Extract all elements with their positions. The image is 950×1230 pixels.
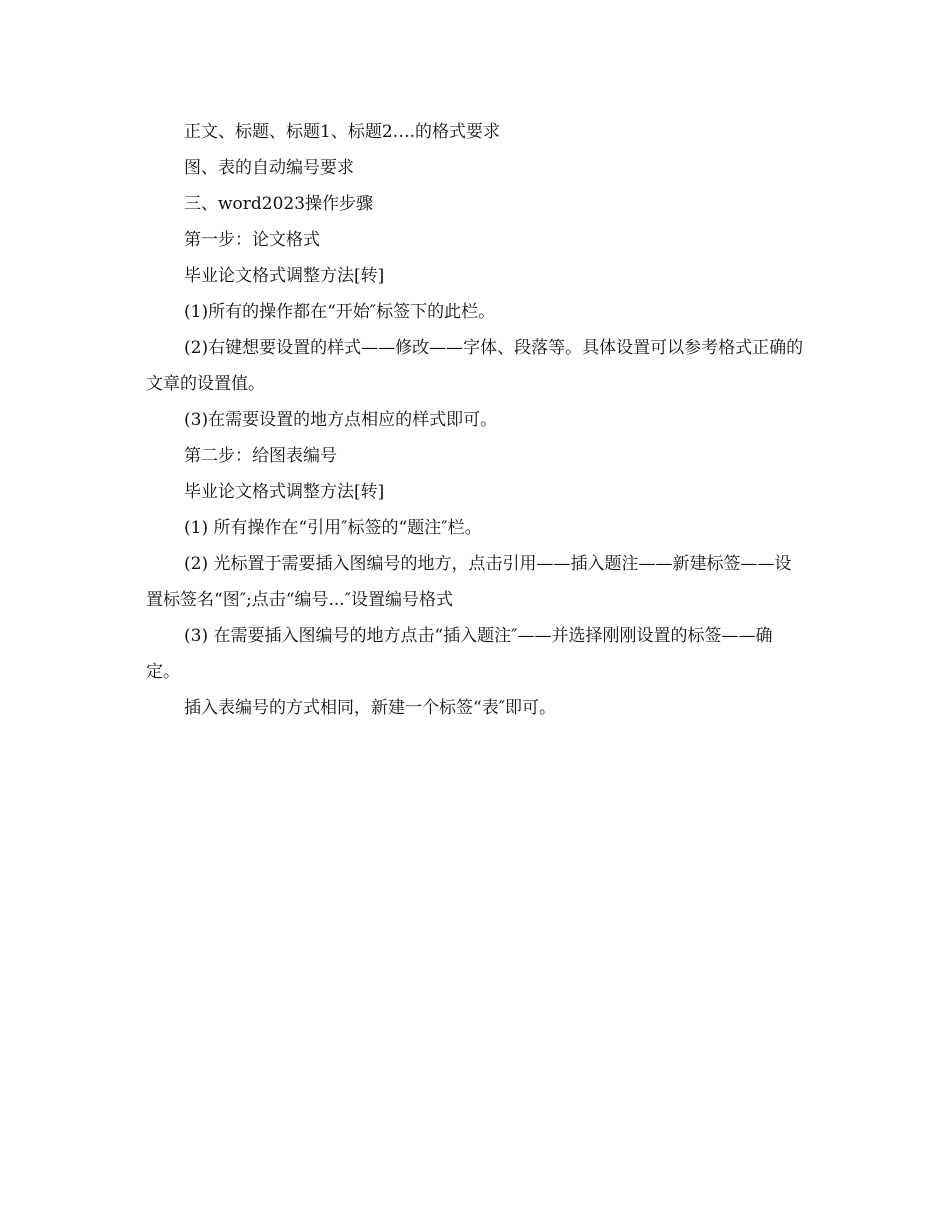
method-title-2: 毕业论文格式调整方法[转] <box>184 482 385 502</box>
step-two-heading: 第二步：给图表编号 <box>184 446 337 466</box>
step-one-item-3: (3)在需要设置的地方点相应的样式即可。 <box>184 410 498 430</box>
paragraph-auto-numbering-requirements: 图、表的自动编号要求 <box>184 158 354 178</box>
paragraph-heading-format-requirements: 正文、标题、标题1、标题2….的格式要求 <box>184 122 501 142</box>
step-two-item-2: (2) 光标置于需要插入图编号的地方，点击引用——插入题注——新建标签——设置标签名“图″;点击“编号...″设置编号格式 <box>146 554 792 610</box>
step-two-item-1: (1) 所有操作在“引用″标签的“题注″栏。 <box>184 518 482 538</box>
step-two-item-3: (3) 在需要插入图编号的地方点击“插入题注″——并选择刚刚设置的标签——确定。 <box>146 626 773 682</box>
section-heading-word-steps: 三、word2023操作步骤 <box>184 194 374 214</box>
table-numbering-note: 插入表编号的方式相同，新建一个标签“表″即可。 <box>184 698 557 718</box>
document-body <box>146 114 806 726</box>
step-one-item-2: (2)右键想要设置的样式——修改——字体、段落等。具体设置可以参考格式正确的文章的设置值。 <box>146 338 804 394</box>
step-one-heading: 第一步：论文格式 <box>184 230 320 250</box>
step-one-item-1: (1)所有的操作都在“开始″标签下的此栏。 <box>184 302 496 322</box>
method-title-1: 毕业论文格式调整方法[转] <box>184 266 385 286</box>
